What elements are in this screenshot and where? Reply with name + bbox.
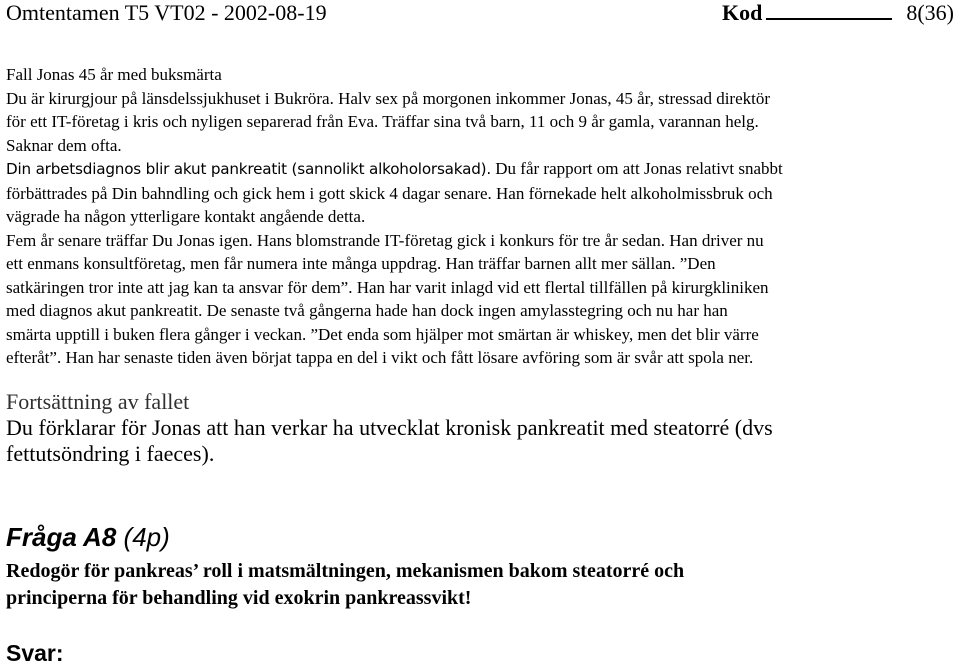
case-line: förbättrades på Din bahndling och gick hem i gott skick 4 dagar senare. Han förnekade helt alkoholmissbruk och	[6, 183, 773, 203]
continuation-line: Du förklarar för Jonas att han verkar ha utvecklat kronisk pankreatit med steatorré (dvs	[6, 415, 773, 440]
exam-title: Omtentamen T5 VT02 - 2002-08-19	[6, 0, 327, 25]
question-block	[6, 520, 954, 612]
case-line: Du är kirurgjour på länsdelssjukhuset i Bukröra. Halv sex på morgonen inkommer Jonas, 45 år, stressad direktör	[6, 88, 771, 108]
case-line: satkäringen tror inte att jag kan ta ansvar för dem”. Han har varit inlagd vid ett flertal tillfällen på kirurgkliniken	[6, 277, 769, 297]
continuation-heading: Fortsättning av fallet	[6, 389, 190, 414]
page-number: 8(36)	[906, 0, 954, 25]
case-description	[6, 63, 954, 370]
question-name: Fråga A8	[6, 522, 117, 552]
case-line: med diagnos akut pankreatit. De senaste två gångerna hade han dock ingen amylasstegring och nu har han	[6, 301, 728, 320]
question-title	[6, 520, 954, 554]
working-diagnosis: Din arbetsdiagnos blir akut pankreatit (sannolikt alkoholorsakad).	[6, 160, 492, 178]
case-line: efteråt”. Han har senaste tiden även börjat tappa en del i vikt och fått lösare avföring som är svår att spola ner.	[6, 348, 754, 367]
answer-label: Svar:	[6, 640, 64, 666]
case-continuation	[6, 389, 954, 467]
code-blank-line	[766, 0, 892, 20]
question-points: (4p)	[123, 522, 170, 552]
question-text	[6, 558, 954, 612]
case-line-text: Du får rapport om att Jonas relativt snabbt	[491, 159, 783, 178]
question-line: principerna för behandling vid exokrin pankreassvikt!	[6, 587, 472, 609]
case-title: Fall Jonas 45 år med buksmärta	[6, 65, 222, 84]
case-line	[6, 157, 954, 182]
case-line: Fem år senare träffar Du Jonas igen. Hans blomstrande IT-företag gick i konkurs för tre år sedan. Han driver nu	[6, 230, 764, 250]
case-line: Saknar dem ofta.	[6, 135, 122, 155]
continuation-line: fettutsöndring i faeces).	[6, 441, 215, 466]
case-line: vägrade ha någon ytterligare kontakt angående detta.	[6, 207, 366, 226]
case-line: för ett IT-företag i kris och nyligen separerad från Eva. Träffar sina två barn, 11 och 9 år gamla, varannan helg.	[6, 112, 759, 131]
code-field-group	[722, 0, 954, 26]
page-header	[6, 0, 954, 30]
code-label: Kod	[721, 0, 763, 25]
case-line: ett enmans konsultföretag, men får numera inte många uppdrag. Han träffar barnen allt mer sällan. ”Den	[6, 254, 716, 273]
case-line: smärta upptill i buken flera gånger i veckan. ”Det enda som hjälper mot smärtan är whiskey, men det blir värre	[6, 324, 759, 344]
question-line: Redogör för pankreas’ roll i matsmältningen, mekanismen bakom steatorré och	[6, 560, 685, 582]
